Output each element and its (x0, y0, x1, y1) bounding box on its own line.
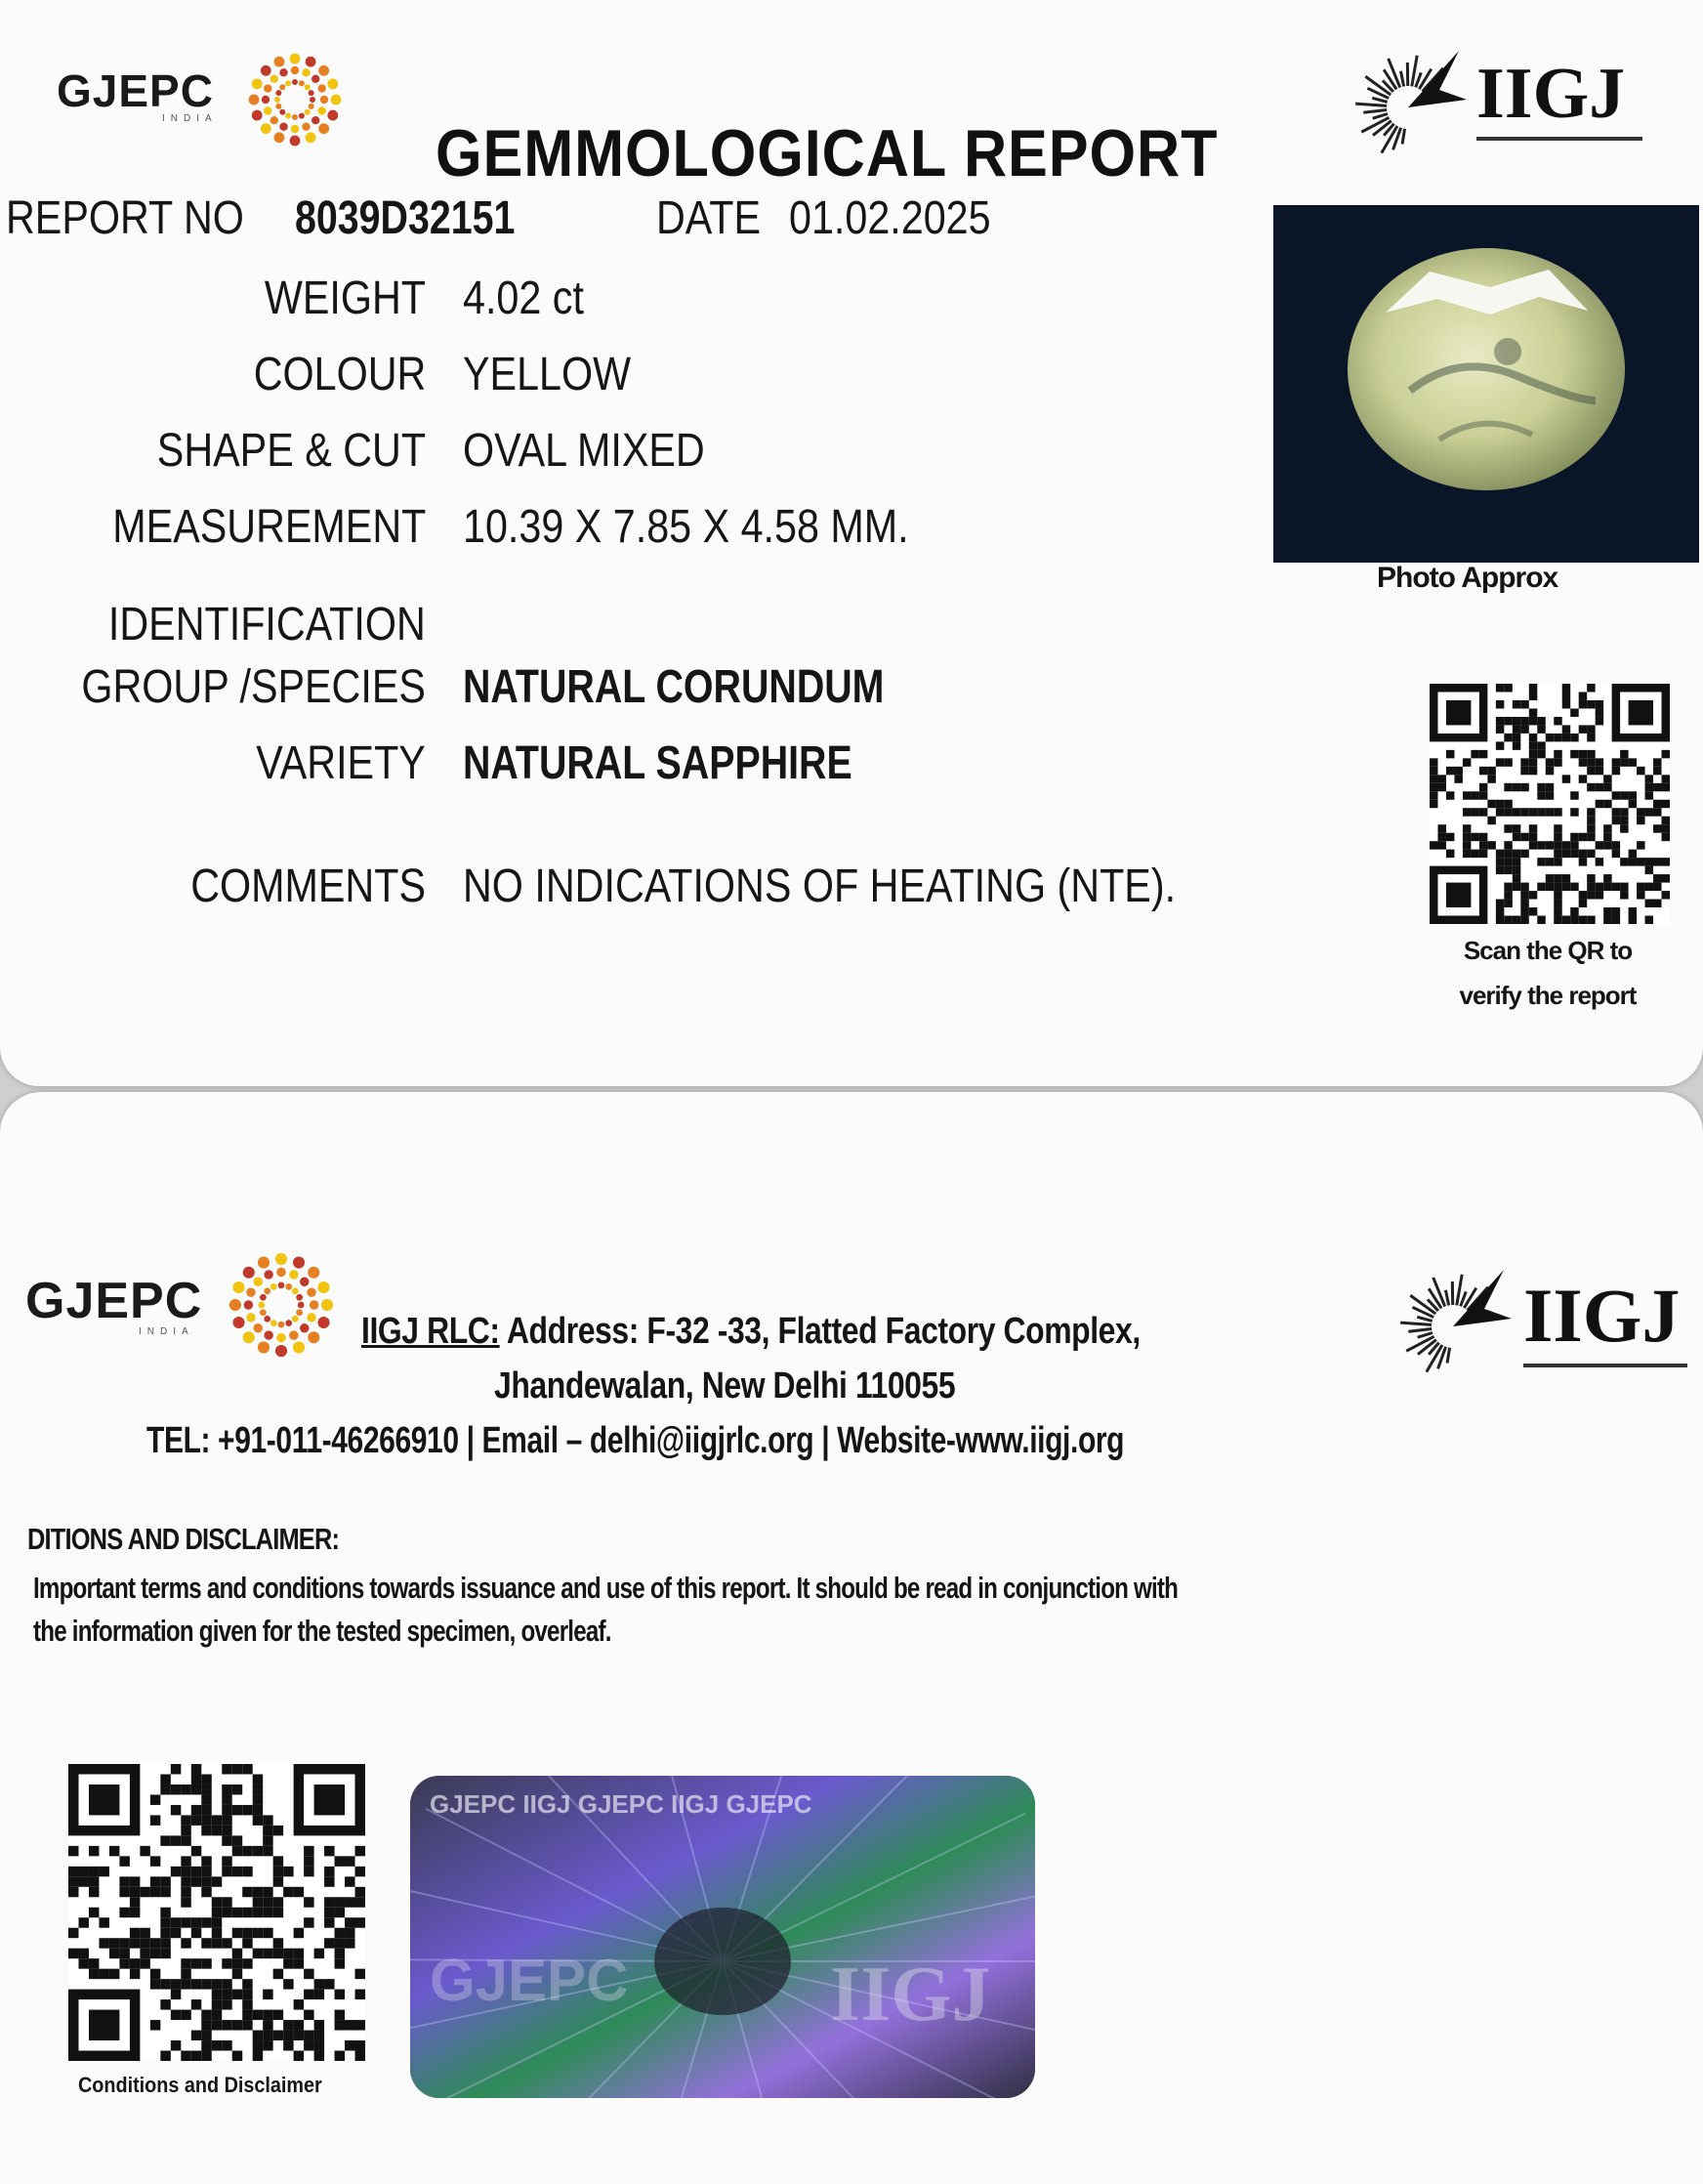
qr-note-line2: verify the report (1459, 981, 1637, 1010)
address-line1: IIGJ RLC: Address: F-32 -33, Flatted Factory Complex, (361, 1311, 1141, 1352)
gjepc-logo (57, 64, 218, 124)
gem-photo (1273, 205, 1699, 563)
report-front-card (0, 0, 1703, 1086)
comments-value: NO INDICATIONS OF HEATING (NTE). (463, 861, 1177, 912)
report-back-card (0, 1092, 1703, 2184)
iigj-logo-back-underline (1523, 1364, 1687, 1367)
gjepc-logo-back (25, 1272, 202, 1337)
conditions-text-line1: Important terms and conditions towards issuance and use of this report. It should be read in conjunction with (33, 1571, 1179, 1605)
conditions-text-line2: the information given for the tested specimen, overleaf. (33, 1614, 611, 1648)
gjepc-logo-back-text: GJEPC (25, 1273, 203, 1329)
gjepc-logo-text: GJEPC (57, 65, 214, 116)
qr-code-icon[interactable] (1430, 684, 1670, 924)
hologram-text: GJEPC IIGJ GJEPC IIGJ GJEPC (430, 1789, 812, 1819)
weight-value: 4.02 ct (463, 273, 584, 324)
qr-note-line1: Scan the QR to (1463, 936, 1633, 965)
report-title: GEMMOLOGICAL REPORT (436, 116, 1219, 190)
gjepc-logo-back-subtext: INDIA (139, 1326, 194, 1337)
svg-text:GJEPC: GJEPC (430, 1948, 629, 2013)
photo-caption: Photo Approx (1377, 562, 1558, 594)
gjepc-logo-subtext: INDIA (162, 113, 218, 124)
gjepc-flower-icon (227, 1250, 336, 1360)
group-species-label: GROUP /SPECIES (81, 661, 426, 713)
variety-value: NATURAL SAPPHIRE (463, 737, 852, 789)
iigj-star-icon (1350, 39, 1476, 166)
iigj-logo-text: IIGJ (1476, 54, 1626, 134)
address-label: IIGJ RLC: (361, 1311, 500, 1352)
shape-cut-value: OVAL MIXED (463, 425, 705, 477)
measurement-label: MEASUREMENT (111, 501, 426, 553)
comments-label: COMMENTS (190, 861, 426, 912)
weight-label: WEIGHT (264, 273, 426, 324)
identification-label: IDENTIFICATION (108, 599, 426, 651)
qr-caption: Conditions and Disclaimer (78, 2073, 322, 2097)
colour-value: YELLOW (463, 349, 632, 400)
iigj-logo-underline (1476, 137, 1642, 141)
date-value: 01.02.2025 (789, 192, 991, 244)
measurement-value: 10.39 X 7.85 X 4.58 MM. (463, 501, 909, 553)
address-line2: Jhandewalan, New Delhi 110055 (494, 1365, 956, 1407)
svg-text:IIGJ: IIGJ (830, 1952, 991, 2037)
hologram-seal-icon (410, 1776, 1035, 2098)
shape-cut-label: SHAPE & CUT (156, 425, 426, 477)
gem-stone-image (1273, 205, 1699, 563)
qr-code-icon[interactable] (68, 1764, 365, 2061)
group-species-value: NATURAL CORUNDUM (463, 661, 885, 713)
variety-label: VARIETY (256, 737, 426, 789)
iigj-logo-back-text: IIGJ (1523, 1273, 1681, 1358)
iigj-star-icon (1394, 1258, 1521, 1385)
report-no-label: REPORT NO (6, 192, 244, 244)
colour-label: COLOUR (253, 349, 426, 400)
date-label: DATE (656, 192, 762, 244)
conditions-heading: DITIONS AND DISCLAIMER: (27, 1522, 340, 1556)
gjepc-flower-icon (246, 51, 344, 148)
contact-line: TEL: +91-011-46266910 | Email – delhi@iigjrlc.org | Website-www.iigj.org (146, 1420, 1125, 1461)
report-no-value: 8039D32151 (295, 192, 516, 244)
